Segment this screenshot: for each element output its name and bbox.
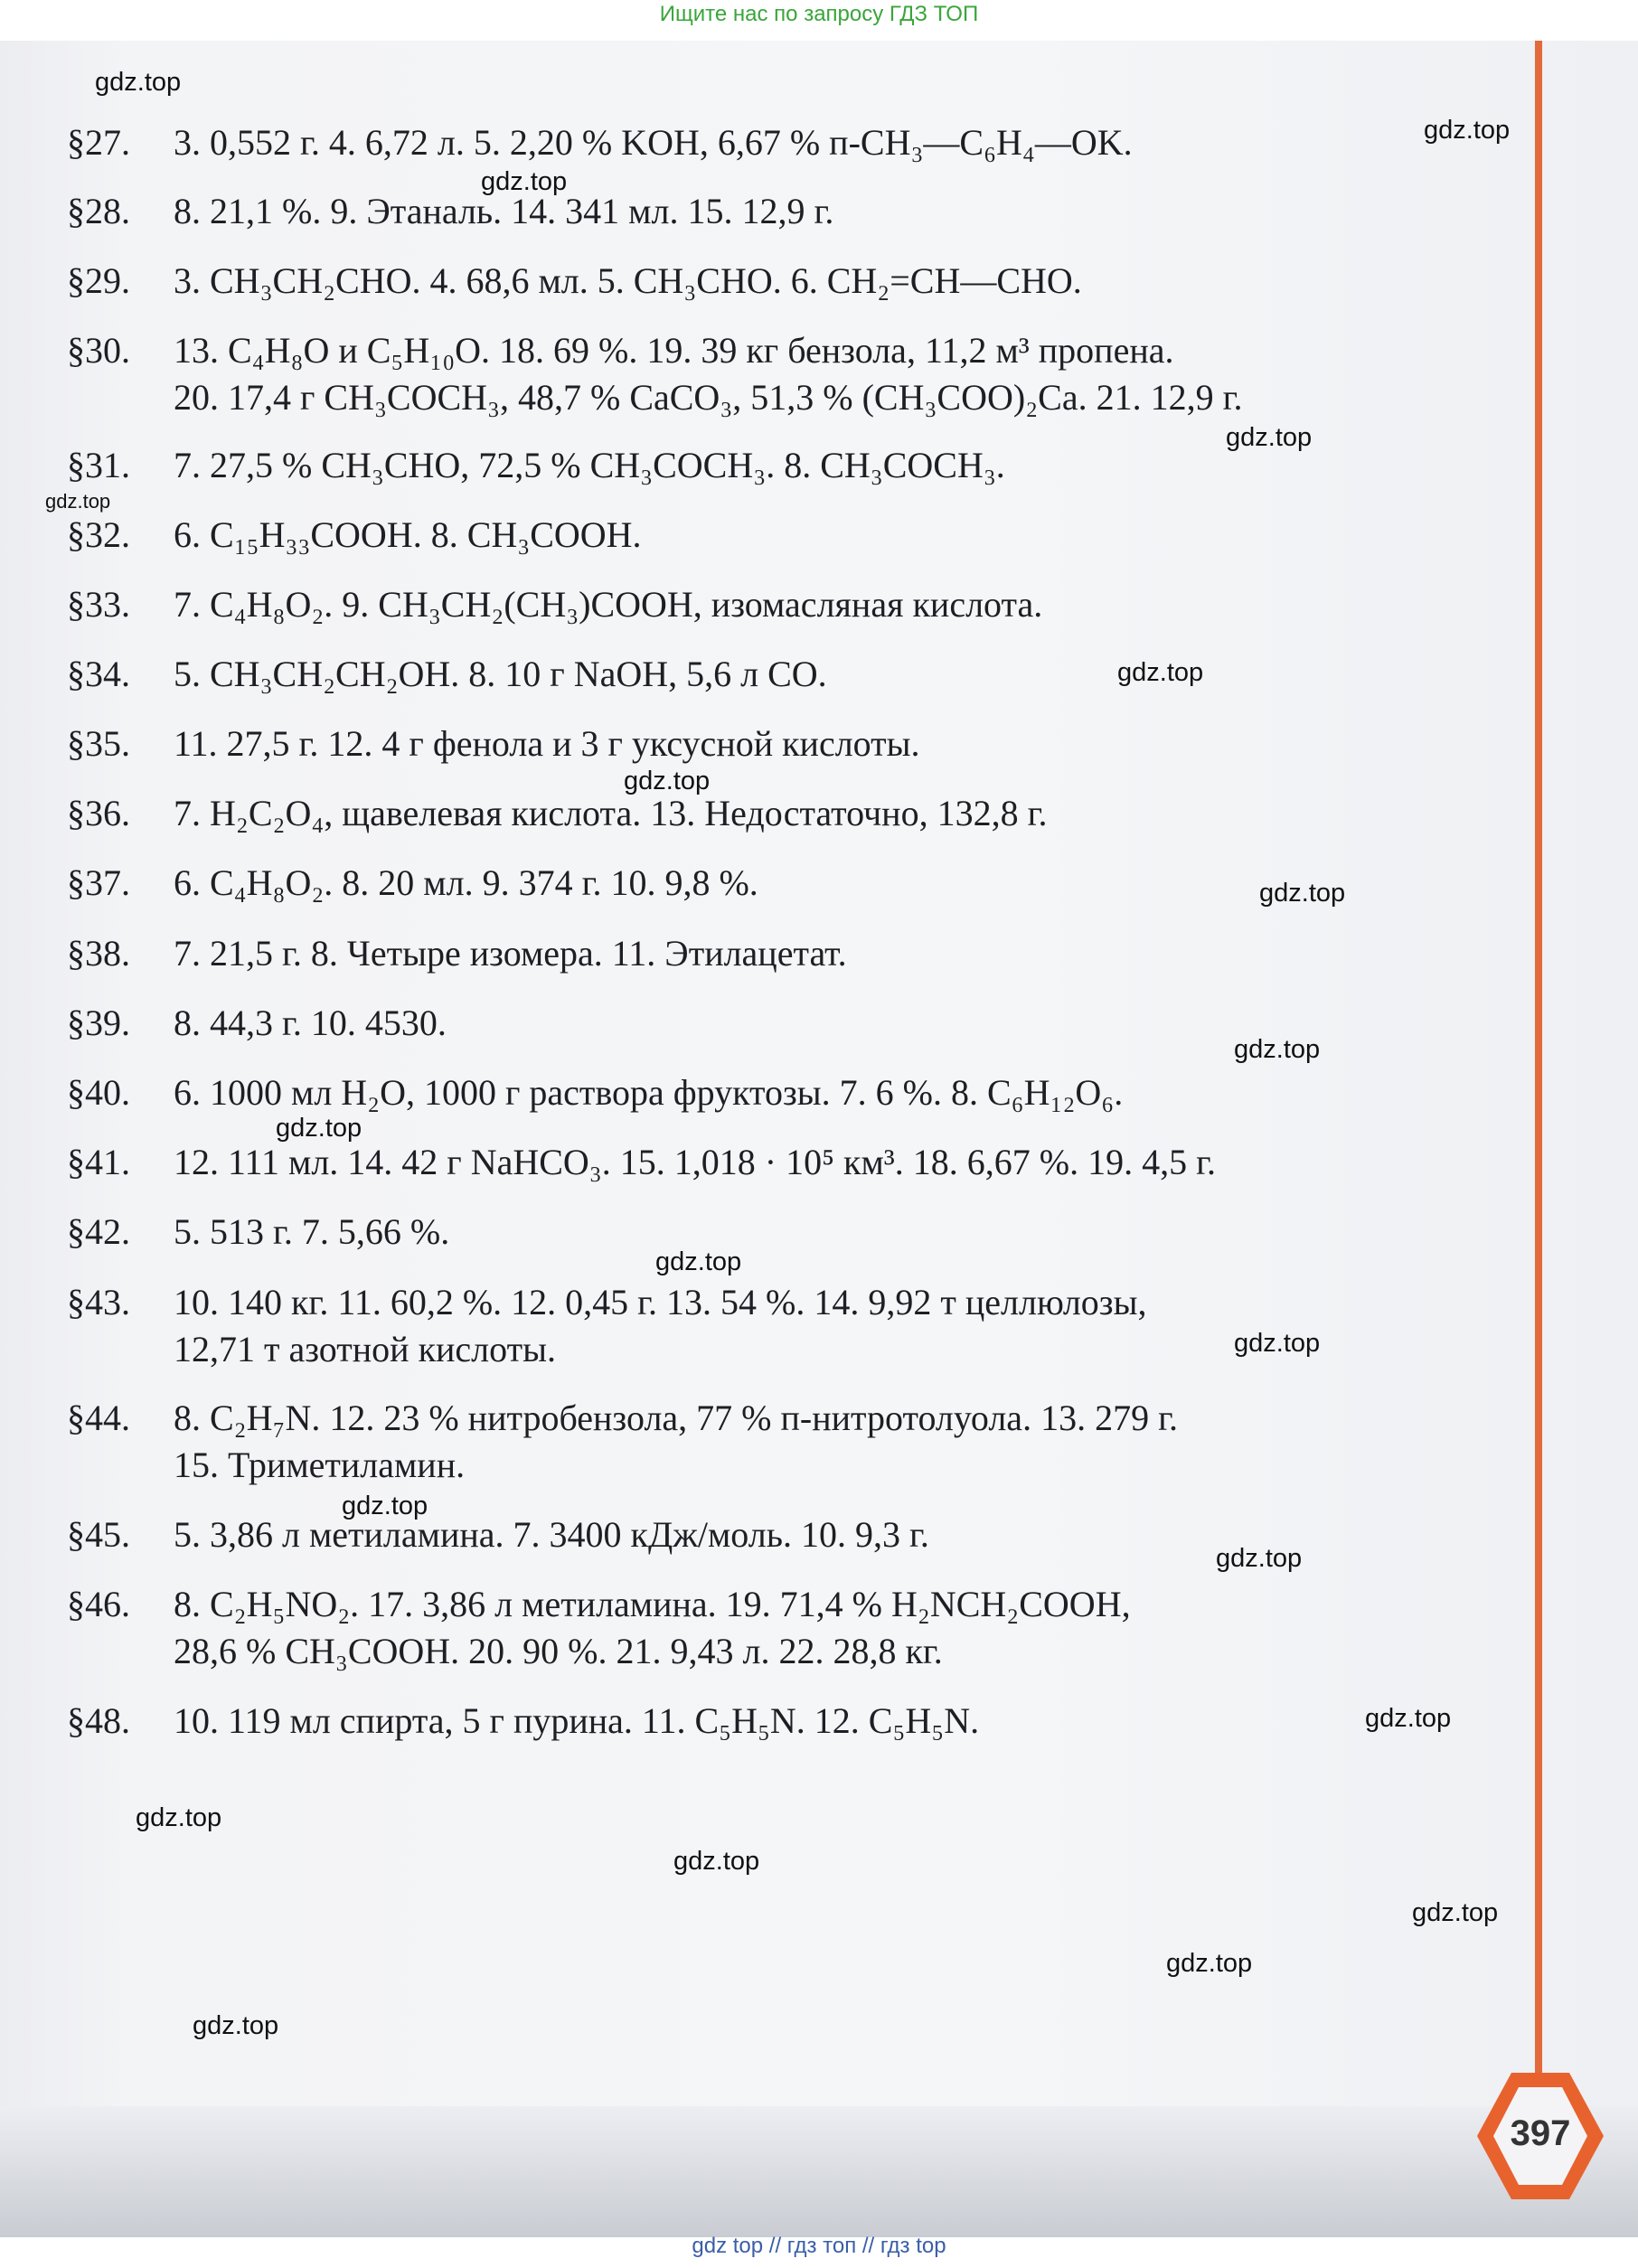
answer-entry <box>67 1511 929 1558</box>
watermark: gdz.top <box>1365 1704 1452 1733</box>
section-number: §41. <box>67 1142 130 1182</box>
watermark: gdz.top <box>95 68 182 97</box>
section-number: §38. <box>67 933 130 974</box>
watermark: gdz.top <box>1424 116 1511 145</box>
answer-text: 5. CH₃CH₂CH₂OH. 8. 10 г NaOH, 5,6 л CO. <box>174 654 827 694</box>
page-bottom-shade <box>0 2106 1638 2237</box>
answer-entry <box>67 1209 449 1256</box>
answer-text: 11. 27,5 г. 12. 4 г фенола и 3 г уксусной кислоты. <box>174 723 920 764</box>
answer-text-continued: 28,6 % CH₃COOH. 20. 90 %. 21. 9,43 л. 22. 28,8 кг. <box>174 1631 943 1671</box>
answer-text: 7. C₄H₈O₂. 9. CH₃CH₂(CH₃)COOH, изомасляная кислота. <box>174 584 1043 625</box>
top-banner[interactable]: Ищите нас по запросу ГДЗ ТОП <box>659 2 979 26</box>
section-number: §43. <box>67 1282 130 1322</box>
watermark: gdz.top <box>1259 879 1346 908</box>
answer-text: 6. C₁₅H₃₃COOH. 8. CH₃COOH. <box>174 514 642 555</box>
answer-entry <box>67 581 1042 628</box>
answer-entry <box>67 930 847 977</box>
answer-entry <box>67 442 1005 489</box>
section-number: §28. <box>67 191 130 231</box>
watermark: gdz.top <box>276 1114 362 1143</box>
section-number: §32. <box>67 514 130 555</box>
answer-entry <box>67 1279 1147 1369</box>
answer-text: 12. 111 мл. 14. 42 г NaHCO₃. 15. 1,018 · 10⁵ км³. 18. 6,67 %. 19. 4,5 г. <box>174 1142 1216 1182</box>
answer-entry <box>67 1395 1178 1485</box>
watermark: gdz.top <box>1234 1035 1321 1064</box>
answer-text: 5. 3,86 л метиламина. 7. 3400 кДж/моль. 10. 9,3 г. <box>174 1514 929 1555</box>
watermark: gdz.top <box>136 1803 222 1832</box>
watermark: gdz.top <box>1216 1544 1303 1573</box>
section-number: §45. <box>67 1514 130 1555</box>
watermark: gdz.top <box>655 1247 742 1276</box>
section-number: §29. <box>67 260 130 301</box>
answer-entry <box>67 1000 447 1047</box>
answer-text: 10. 140 кг. 11. 60,2 %. 12. 0,45 г. 13. 54 %. 14. 9,92 т целлюлозы, <box>174 1282 1147 1322</box>
section-number: §42. <box>67 1211 130 1252</box>
watermark: gdz.top <box>481 167 568 196</box>
answer-text: 6. C₄H₈O₂. 8. 20 мл. 9. 374 г. 10. 9,8 %. <box>174 862 758 903</box>
watermark: gdz.top <box>624 767 711 795</box>
section-number: §46. <box>67 1584 130 1624</box>
answer-entry <box>67 327 1243 418</box>
watermark: gdz.top <box>1166 1949 1253 1978</box>
answer-entry <box>67 188 833 235</box>
answer-text: 7. 21,5 г. 8. Четыре изомера. 11. Этилацетат. <box>174 933 847 974</box>
section-number: §34. <box>67 654 130 694</box>
watermark: gdz.top <box>193 2011 279 2040</box>
answer-entry <box>67 720 920 767</box>
answer-text: 8. C₂H₅NO₂. 17. 3,86 л метиламина. 19. 71,4 % H₂NCH₂COOH, <box>174 1584 1131 1624</box>
section-number: §40. <box>67 1072 130 1113</box>
answer-text: 3. CH₃CH₂CHO. 4. 68,6 мл. 5. CH₃CHO. 6. CH₂=CH—CHO. <box>174 260 1082 301</box>
answer-entry <box>67 860 758 907</box>
watermark: gdz.top <box>1117 658 1204 687</box>
answer-text-continued: 12,71 т азотной кислоты. <box>174 1329 556 1369</box>
watermark: gdz.top <box>1226 423 1313 452</box>
answer-entry <box>67 1698 979 1745</box>
section-number: §31. <box>67 445 130 485</box>
answer-entry <box>67 512 642 559</box>
section-number: §30. <box>67 330 130 371</box>
answer-entry <box>67 1069 1123 1116</box>
answer-text: 3. 0,552 г. 4. 6,72 л. 5. 2,20 % KOH, 6,67 % п-CH₃—C₆H₄—OK. <box>174 122 1133 163</box>
watermark: gdz.top <box>1234 1329 1321 1358</box>
answer-text: 5. 513 г. 7. 5,66 %. <box>174 1211 450 1252</box>
watermark: gdz.top <box>342 1492 428 1520</box>
section-number: §33. <box>67 584 130 625</box>
section-number: §37. <box>67 862 130 903</box>
watermark: gdz.top <box>673 1847 760 1876</box>
watermark: gdz.top <box>45 490 111 513</box>
watermark: gdz.top <box>1412 1898 1499 1927</box>
answer-entry <box>67 1139 1216 1186</box>
section-number: §35. <box>67 723 130 764</box>
section-number: §36. <box>67 793 130 833</box>
answer-entry <box>67 790 1047 837</box>
answer-entry <box>67 651 827 698</box>
answer-text: 13. C₄H₈O и C₅H₁₀O. 18. 69 %. 19. 39 кг бензола, 11,2 м³ пропена. <box>174 330 1174 371</box>
page-number: 397 <box>1510 2113 1571 2153</box>
margin-accent-line <box>1535 41 1542 2111</box>
answer-text-continued: 15. Триметиламин. <box>174 1445 466 1485</box>
answer-text: 7. 27,5 % CH₃CHO, 72,5 % CH₃COCH₃. 8. CH₃COCH₃. <box>174 445 1005 485</box>
answer-entry <box>67 119 1133 166</box>
answer-text: 8. C₂H₇N. 12. 23 % нитробензола, 77 % п-нитротолуола. 13. 279 г. <box>174 1398 1178 1438</box>
footer-links[interactable]: gdz top // гдз топ // гдз top <box>692 2234 946 2258</box>
answer-text: 7. H₂C₂O₄, щавелевая кислота. 13. Недостаточно, 132,8 г. <box>174 793 1048 833</box>
section-number: §48. <box>67 1700 130 1741</box>
answer-entry <box>67 258 1082 305</box>
answer-text: 8. 44,3 г. 10. 4530. <box>174 1002 447 1043</box>
section-number: §27. <box>67 122 130 163</box>
section-number: §39. <box>67 1002 130 1043</box>
section-number: §44. <box>67 1398 130 1438</box>
answer-entry <box>67 1581 1131 1671</box>
answer-text-continued: 20. 17,4 г CH₃COCH₃, 48,7 % CaCO₃, 51,3 % (CH₃COO)₂Ca. 21. 12,9 г. <box>174 377 1243 418</box>
answer-text: 10. 119 мл спирта, 5 г пурина. 11. C₅H₅N. 12. C₅H₅N. <box>174 1700 980 1741</box>
answer-text: 8. 21,1 %. 9. Этаналь. 14. 341 мл. 15. 12,9 г. <box>174 191 834 231</box>
answer-text: 6. 1000 мл H₂O, 1000 г раствора фруктозы. 7. 6 %. 8. C₆H₁₂O₆. <box>174 1072 1124 1113</box>
